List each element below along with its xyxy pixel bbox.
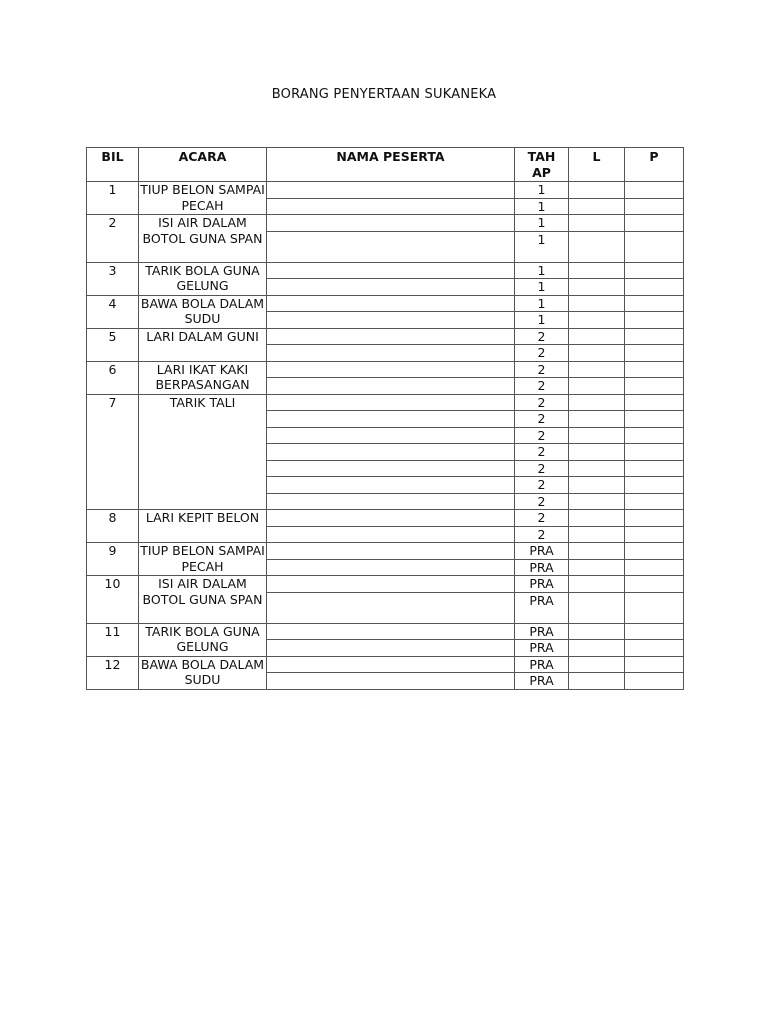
tahap-cell: 1 [515,279,569,296]
nama-peserta-field[interactable] [267,656,515,673]
nama-peserta-field[interactable] [267,295,515,312]
header-tahap [515,148,569,182]
acara-cell: TIUP BELON SAMPAI PECAH [140,543,265,574]
nama-peserta-field[interactable] [267,198,515,215]
header-acara: ACARA [139,148,267,182]
nama-peserta-field[interactable] [267,640,515,657]
table-row [87,328,684,345]
l-field[interactable] [569,328,625,345]
nama-peserta-field[interactable] [267,427,515,444]
tahap-cell: 1 [515,182,569,199]
tahap-cell: 2 [515,444,569,461]
nama-peserta-field[interactable] [267,526,515,543]
form-title: BORANG PENYERTAAN SUKANEKA [271,87,497,102]
l-field[interactable] [569,279,625,296]
nama-peserta-field[interactable] [267,231,515,262]
p-field[interactable] [625,493,684,510]
nama-peserta-field[interactable] [267,182,515,199]
l-field[interactable] [569,427,625,444]
table-row [87,394,684,411]
acara-cell: TARIK BOLA GUNA GELUNG [139,262,267,295]
acara-cell: LARI DALAM GUNI [139,328,267,361]
p-field[interactable] [625,411,684,428]
nama-peserta-field[interactable] [267,215,515,232]
p-field[interactable] [625,526,684,543]
l-field[interactable] [569,312,625,329]
bil-cell: 4 [87,295,139,328]
nama-peserta-field[interactable] [267,576,515,593]
nama-peserta-field[interactable] [267,543,515,560]
tahap-cell: 2 [515,411,569,428]
acara-cell: TIUP BELON SAMPAI PECAH [140,182,265,213]
tahap-cell: 1 [515,295,569,312]
tahap-cell: 1 [515,231,569,262]
p-field[interactable] [625,312,684,329]
p-field[interactable] [625,427,684,444]
p-field[interactable] [625,279,684,296]
p-field[interactable] [625,444,684,461]
l-field[interactable] [569,592,625,623]
p-field[interactable] [625,576,684,593]
header-tahap-line2: AP [532,164,551,180]
l-field[interactable] [569,361,625,378]
bil-cell: 5 [87,328,139,361]
tahap-cell: PRA [515,673,569,690]
p-field[interactable] [625,198,684,215]
p-field[interactable] [625,592,684,623]
l-field[interactable] [569,526,625,543]
nama-peserta-field[interactable] [267,510,515,527]
tahap-cell: 2 [515,493,569,510]
p-field[interactable] [625,477,684,494]
registration-table [86,147,684,690]
tahap-cell: PRA [515,559,569,576]
nama-peserta-field[interactable] [267,623,515,640]
nama-peserta-field[interactable] [267,328,515,345]
l-field[interactable] [569,477,625,494]
p-field[interactable] [625,543,684,560]
table-row [87,623,684,640]
p-field[interactable] [625,262,684,279]
l-field[interactable] [569,576,625,593]
tahap-cell: 1 [515,215,569,232]
l-field[interactable] [569,444,625,461]
tahap-cell: PRA [515,656,569,673]
tahap-cell: PRA [515,543,569,560]
tahap-cell: 2 [515,378,569,395]
table-row [87,361,684,378]
l-field[interactable] [569,215,625,232]
table-row [87,576,684,593]
bil-cell: 7 [87,394,139,510]
nama-peserta-field[interactable] [267,394,515,411]
l-field[interactable] [569,673,625,690]
p-field[interactable] [625,623,684,640]
header-row [87,148,684,182]
l-field[interactable] [569,623,625,640]
nama-peserta-field[interactable] [267,312,515,329]
l-field[interactable] [569,460,625,477]
p-field[interactable] [625,656,684,673]
bil-cell: 12 [87,656,139,689]
table-row [87,295,684,312]
nama-peserta-field[interactable] [267,477,515,494]
l-field[interactable] [569,198,625,215]
nama-peserta-field[interactable] [267,559,515,576]
tahap-cell: PRA [515,592,569,623]
table-row [87,262,684,279]
tahap-cell: 2 [515,477,569,494]
acara-cell: ISI AIR DALAM BOTOL GUNA SPAN [139,576,267,624]
p-field[interactable] [625,361,684,378]
nama-peserta-field[interactable] [267,460,515,477]
tahap-cell: PRA [515,576,569,593]
p-field[interactable] [625,559,684,576]
header-p: P [625,148,684,182]
bil-cell: 11 [87,623,139,656]
bil-cell: 8 [87,510,139,543]
nama-peserta-field[interactable] [267,411,515,428]
nama-peserta-field[interactable] [267,361,515,378]
p-field[interactable] [625,673,684,690]
nama-peserta-field[interactable] [267,262,515,279]
header-nama-peserta: NAMA PESERTA [267,148,515,182]
tahap-cell: 2 [515,394,569,411]
p-field[interactable] [625,182,684,199]
table-row [87,543,684,560]
tahap-cell: 1 [515,312,569,329]
l-field[interactable] [569,295,625,312]
tahap-cell: 2 [515,460,569,477]
bil-cell: 2 [87,215,139,263]
l-field[interactable] [569,411,625,428]
tahap-cell: 2 [515,510,569,527]
nama-peserta-field[interactable] [267,345,515,362]
l-field[interactable] [569,543,625,560]
header-tahap-line1: TAH [527,149,556,164]
p-field[interactable] [625,328,684,345]
p-field[interactable] [625,510,684,527]
table-row [87,510,684,527]
nama-peserta-field[interactable] [267,493,515,510]
table-body [87,182,684,690]
tahap-cell: 1 [515,262,569,279]
l-field[interactable] [569,345,625,362]
acara-cell: TARIK TALI [139,394,267,510]
nama-peserta-field[interactable] [267,279,515,296]
tahap-cell: 2 [515,345,569,362]
acara-cell: LARI IKAT KAKI BERPASANGAN [139,361,267,394]
l-field[interactable] [569,510,625,527]
l-field[interactable] [569,394,625,411]
l-field[interactable] [569,182,625,199]
bil-cell: 1 [87,182,139,215]
bil-cell: 9 [87,543,139,576]
tahap-cell: 2 [515,427,569,444]
acara-cell: BAWA BOLA DALAM SUDU [139,656,267,689]
acara-cell: ISI AIR DALAM BOTOL GUNA SPAN [139,215,267,263]
header-bil: BIL [87,148,139,182]
l-field[interactable] [569,640,625,657]
nama-peserta-field[interactable] [267,592,515,623]
l-field[interactable] [569,559,625,576]
p-field[interactable] [625,460,684,477]
l-field[interactable] [569,656,625,673]
header-l: L [569,148,625,182]
l-field[interactable] [569,262,625,279]
acara-cell: BAWA BOLA DALAM SUDU [139,295,267,328]
p-field[interactable] [625,215,684,232]
acara-cell: LARI KEPIT BELON [139,510,267,543]
tahap-cell: 2 [515,328,569,345]
bil-cell: 6 [87,361,139,394]
tahap-cell: 2 [515,526,569,543]
bil-cell: 10 [87,576,139,624]
bil-cell: 3 [87,262,139,295]
l-field[interactable] [569,493,625,510]
p-field[interactable] [625,345,684,362]
l-field[interactable] [569,378,625,395]
table-row [87,182,684,199]
nama-peserta-field[interactable] [267,444,515,461]
tahap-cell: PRA [515,640,569,657]
tahap-cell: 2 [515,361,569,378]
l-field[interactable] [569,231,625,262]
tahap-cell: 1 [515,198,569,215]
p-field[interactable] [625,394,684,411]
p-field[interactable] [625,378,684,395]
tahap-cell: PRA [515,623,569,640]
p-field[interactable] [625,231,684,262]
table-row [87,656,684,673]
nama-peserta-field[interactable] [267,673,515,690]
table-row [87,215,684,232]
nama-peserta-field[interactable] [267,378,515,395]
p-field[interactable] [625,640,684,657]
p-field[interactable] [625,295,684,312]
acara-cell: TARIK BOLA GUNA GELUNG [139,623,267,656]
